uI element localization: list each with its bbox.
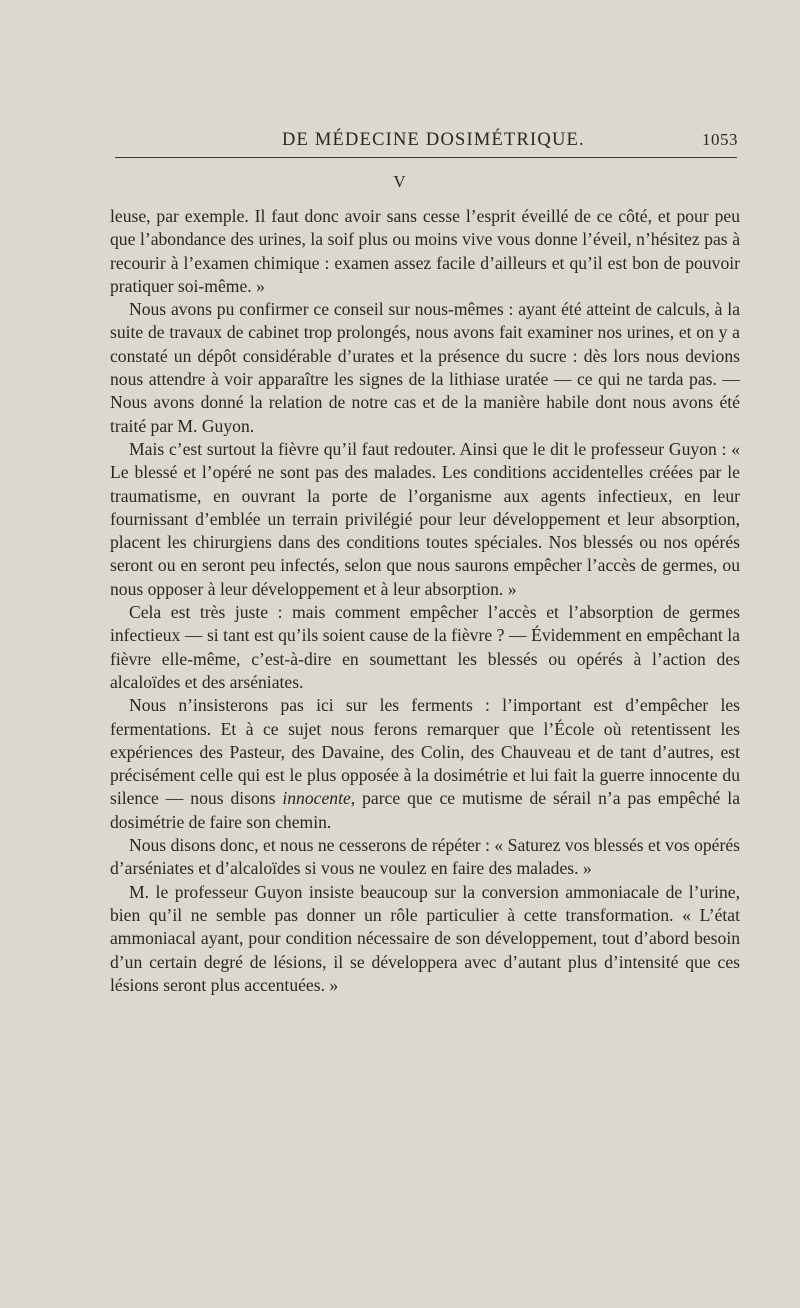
- page-number: 1053: [702, 130, 738, 149]
- paragraph-5-text-before: Nous n’insisterons pas ici sur les ferments : l’important est d’empêcher les fermentations. Et à ce sujet nous ferons remarquer que l’École où retentissent les expériences des Pasteur, des Davaine, des Colin, des Chauveau et de tant d’autres, est précisément celle qui est le plus opposée à la dosimétrie et lui fait la guerre innocente du silence — nous disons: [110, 695, 740, 809]
- paragraph-6: Nous disons donc, et nous ne cesserons de répéter : « Saturez vos blessés et vos opérés d’arséniates et d’alcaloïdes si vous ne voulez en faire des malades. »: [110, 835, 740, 879]
- paragraph-4: Cela est très juste : mais comment empêcher l’accès et l’absorption de germes infectieux — si tant est qu’ils soient cause de la fièvre ? — Évidemment en empêchant la fièvre elle-même, c’est-à-dire en soumettant les blessés ou opérés à l’action des alcaloïdes et des arséniates.: [110, 602, 740, 692]
- running-head: [110, 130, 738, 158]
- header-rule: [115, 157, 737, 158]
- body-text: [110, 205, 740, 997]
- paragraph-3: Mais c’est surtout la fièvre qu’il faut redouter. Ainsi que le dit le professeur Guyon : « Le blessé et l’opéré ne sont pas des malades. Les conditions accidentelles créées par le traumatisme, en ouvrant la porte de l’organisme aux agents infectieux, en leur fournissant d’emblée un terrain privilégié pour leur développement et leur absorption, placent les chirurgiens dans des conditions toutes spéciales. Nos blessés ou nos opérés seront ou en seront peu infectés, selon que nous saurons empêcher l’accès de germes, ou nous opposer à leur développement et à leur absorption. »: [110, 438, 740, 599]
- running-title: DE MÉDECINE DOSIMÉTRIQUE.: [282, 130, 585, 150]
- paragraph-1: leuse, par exemple. Il faut donc avoir sans cesse l’esprit éveillé de ce côté, et pour peu que l’abondance des urines, la soif plus ou moins vive vous donne l’éveil, n’hésitez pas à recourir à l’examen chimique : examen assez facile d’ailleurs et qu’il est bon de pouvoir pratiquer soi-même. »: [110, 206, 740, 296]
- paragraph-7: M. le professeur Guyon insiste beaucoup sur la conversion ammoniacale de l’urine, bien qu’il ne semble pas donner un rôle particulier à cette transformation. « L’état ammoniacal ayant, pour condition nécessaire de son développement, tout d’abord besoin d’un certain degré de lésions, il se développera avec d’autant plus d’intensité que ces lésions seront plus accentuées. »: [110, 881, 740, 995]
- signature-mark: V: [393, 172, 407, 191]
- paragraph-5-text-after: , parce que ce mutisme de sérail n’a pas empêché la dosimétrie de faire son chemin.: [110, 788, 740, 832]
- paragraph-5: [110, 694, 740, 834]
- paragraph-2: Nous avons pu confirmer ce conseil sur nous-mêmes : ayant été atteint de calculs, à la suite de travaux de cabinet trop prolongés, nous avons fait examiner nos urines, et on y a constaté un dépôt considérable d’urates et la présence du sucre : dès lors nous devions nous attendre à voir apparaître les signes de la lithiase uratée — ce qui ne tarda pas. — Nous avons donné la relation de notre cas et de la manière habile dont nous avons été traité par M. Guyon.: [110, 299, 740, 436]
- paragraph-5-italic-word: innocente: [282, 788, 351, 809]
